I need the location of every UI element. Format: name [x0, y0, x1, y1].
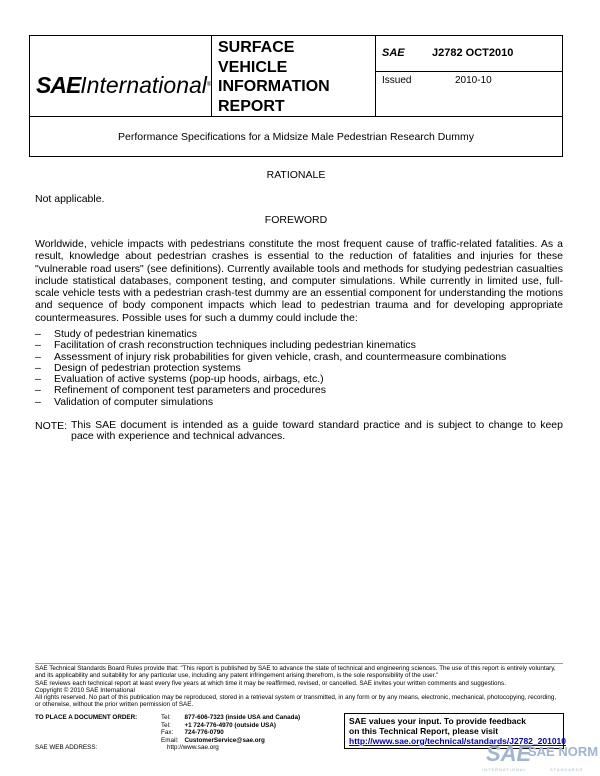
tel-value[interactable]: +1 724-776-4970 (outside USA) [184, 721, 277, 729]
foreword-heading: FOREWORD [264, 214, 328, 226]
header-divider [375, 35, 376, 117]
footer-line: SAE reviews each technical report at least every five years at which time it may be reaffirmed, revised, or cancelled. SAE invites your written comments and suggestions. [35, 679, 506, 687]
document-title: Performance Specifications for a Midsize Male Pedestrian Research Dummy [118, 131, 474, 143]
fax-value: 724-776-0790 [184, 729, 224, 737]
note-label: NOTE: [35, 420, 68, 432]
tel-label: Tel: [161, 714, 171, 721]
doc-type-line: VEHICLE [218, 58, 288, 76]
watermark-sub: STANDARDS [550, 767, 584, 772]
fax-label: Fax: [161, 729, 174, 737]
note-text: This SAE document is intended as a guide toward standard practice and is subject to change to keep pace with experience and technical advances. [71, 419, 563, 443]
feedback-text: SAE values your input. To provide feedback [349, 716, 526, 726]
rationale-text: Not applicable. [35, 193, 105, 205]
footer-rule [35, 663, 563, 664]
sae-international-logo [36, 72, 211, 98]
footer-legal [35, 665, 563, 709]
list-item: – Design of pedestrian protection systems [35, 361, 241, 374]
list-item: – Refinement of component test parameters and procedures [35, 384, 326, 397]
list-item: – Validation of computer simulations [35, 395, 214, 408]
document-number: J2782 OCT2010 [432, 47, 514, 59]
issued-date: 2010-10 [455, 75, 492, 86]
footer-line: SAE Technical Standards Board Rules provide that: "This report is published by SAE to advance the state of technical and engineering sciences. The use of this report is entirely voluntary, and its applicability and suitability for any particular use, including any patent infringement arising therefrom, is the sole responsibility of the user." [35, 665, 556, 680]
doc-type-line: SURFACE [218, 39, 295, 56]
web-label: SAE WEB ADDRESS: [35, 744, 98, 751]
list-item: – Facilitation of crash reconstruction techniques including pedestrian kinematics [35, 339, 416, 352]
issued-label: Issued [382, 75, 412, 86]
web-link[interactable]: http://www.sae.org [167, 744, 219, 751]
list-item: – Study of pedestrian kinematics [35, 328, 197, 340]
header-divider [375, 71, 563, 72]
document-type [218, 38, 368, 116]
watermark-sub: INTERNATIONAL [482, 767, 527, 772]
feedback-link[interactable]: http://www.sae.org/technical/standards/J2782_201010 [349, 736, 566, 746]
email-label: Email: [161, 736, 179, 744]
list-item: – Assessment of injury risk probabilities for given vehicle, crash, and countermeasure combinations [35, 350, 507, 363]
foreword-text: Worldwide, vehicle impacts with pedestrians constitute the most frequent cause of traffic-related fatalities. As a result, knowledge about pedestrian crashes is essential to the reduction of fatalities and injuries for these "vulnerable road users" (see definitions). Currently available tools and methods for studying pedestrian casualties include statistical databases, component testing, and computer simulations. While currently in limited use, full-scale vehicle tests with a pedestrian crash-test dummy are an essential component for understanding the motions and sequence of body component impacts which lead to pedestrian trauma and for developing appropriate countermeasures. Possible uses for such a dummy could include the: [35, 238, 563, 324]
footer-line: All rights reserved. No part of this publication may be reproduced, stored in a retrieval system or transmitted, in any form or by any means, electronic, mechanical, photocopying, recording, or otherwise, without the prior written permission of SAE. [35, 694, 557, 709]
tel-value[interactable]: 877-606-7323 (inside USA and Canada) [184, 714, 301, 721]
list-item: – Evaluation of active systems (pop-up hoods, airbags, etc.) [35, 373, 324, 386]
sae-norm-watermark [480, 741, 600, 776]
email-link[interactable]: CustomerService@sae.org [184, 736, 265, 744]
logo-tm: ® [206, 82, 212, 88]
footer-line: Copyright © 2010 SAE International [35, 686, 135, 694]
sae-mini-logo: SAE [382, 47, 405, 59]
tel-label: Tel: [161, 721, 171, 729]
doc-type-line: INFORMATION [218, 78, 330, 95]
order-contact-table [35, 714, 306, 744]
rationale-heading: RATIONALE [266, 169, 326, 181]
uses-list [35, 329, 506, 408]
order-label: TO PLACE A DOCUMENT ORDER: [35, 714, 138, 721]
logo-international: International [80, 72, 207, 98]
watermark-logo: SAE [486, 741, 532, 766]
logo-sae: SAE [36, 72, 81, 98]
doc-type-line: REPORT [218, 97, 285, 115]
feedback-text: on this Technical Report, please visit [349, 726, 499, 736]
watermark-text: SAE NORM [528, 744, 599, 759]
